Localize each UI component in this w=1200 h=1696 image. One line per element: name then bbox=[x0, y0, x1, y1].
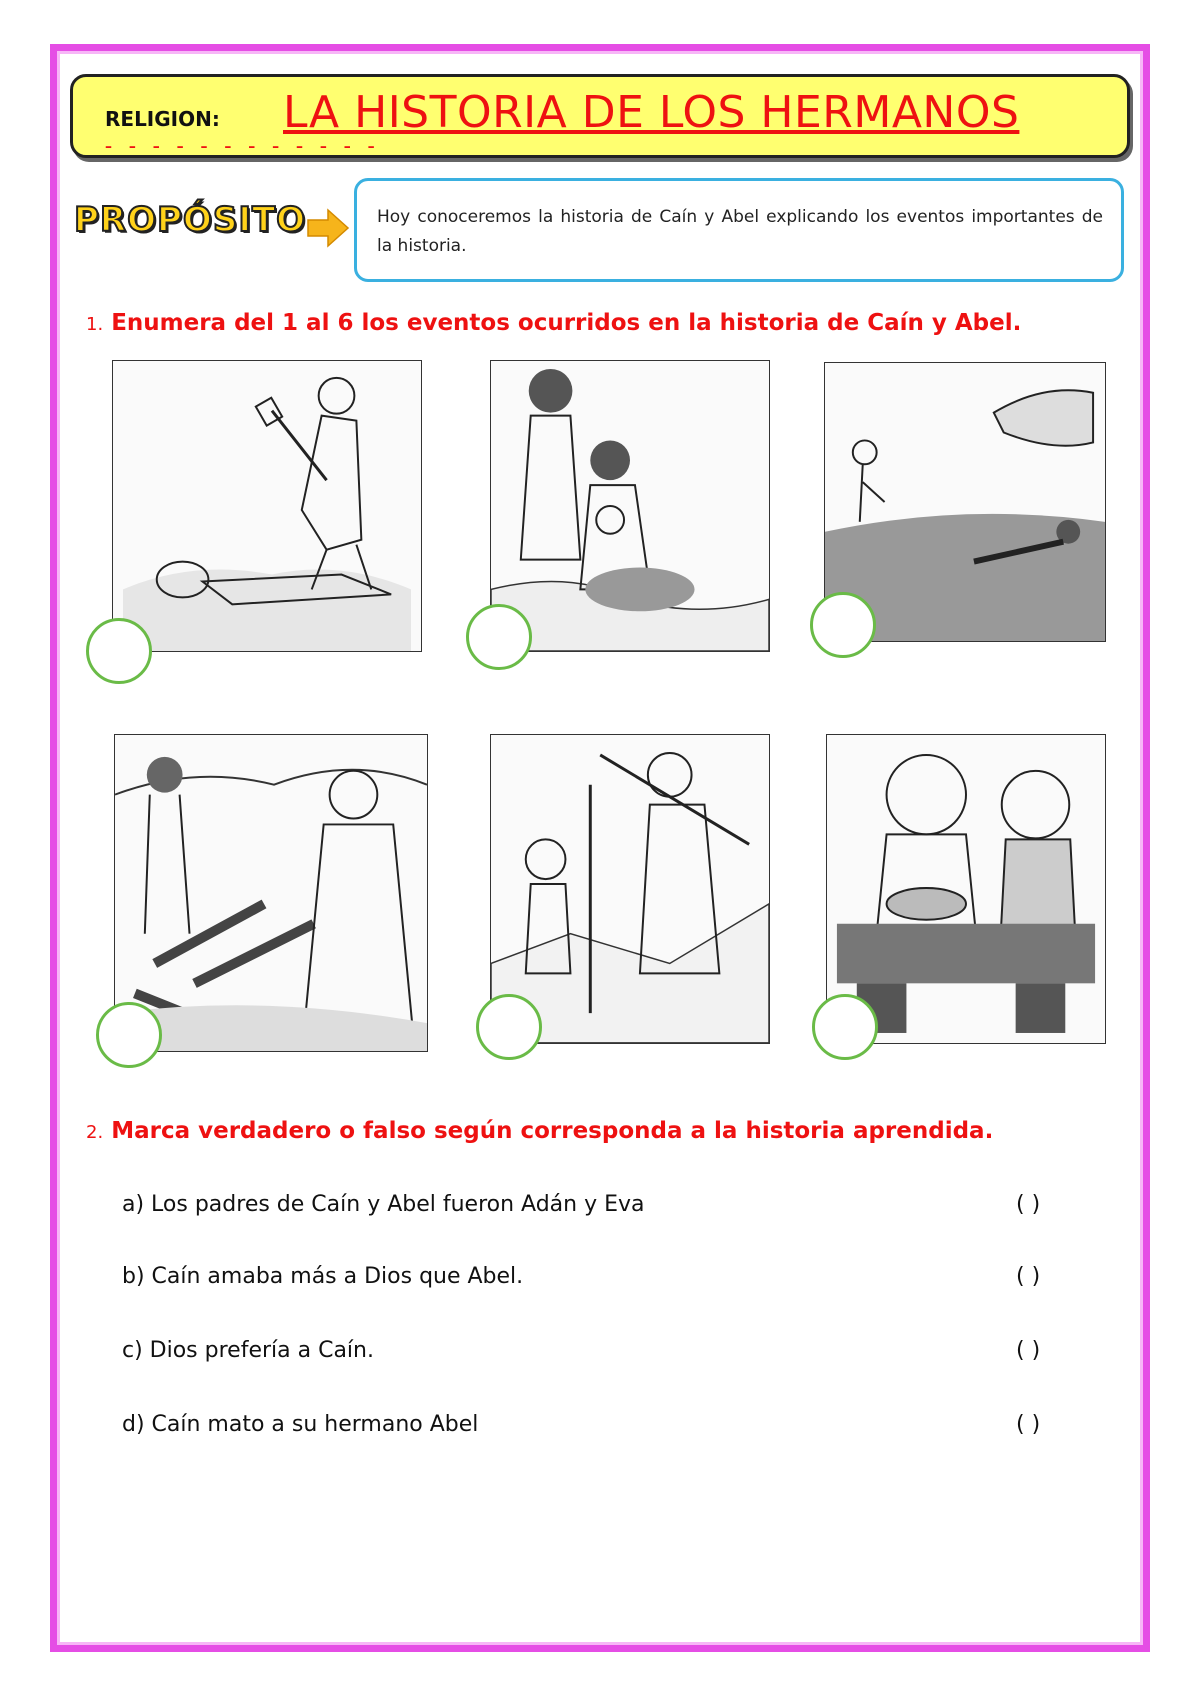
answer-blank-a[interactable]: ( ) bbox=[1016, 1192, 1041, 1217]
answer-blank-c[interactable]: ( ) bbox=[1016, 1338, 1041, 1363]
statement-b: b) Caín amaba más a Dios que Abel. bbox=[122, 1264, 524, 1289]
header-dashes: – – – – – – – – – – – – bbox=[105, 139, 381, 155]
image-shepherd-fence bbox=[115, 735, 427, 1051]
arrow-right-icon bbox=[306, 208, 350, 248]
question-1-text: Enumera del 1 al 6 los eventos ocurridos en la historia de Caín y Abel. bbox=[111, 310, 1022, 336]
number-circle-4[interactable] bbox=[96, 1002, 162, 1068]
question-1-number: 1. bbox=[86, 314, 104, 335]
story-image-5 bbox=[490, 734, 770, 1044]
story-image-2 bbox=[490, 360, 770, 652]
question-1-title bbox=[86, 310, 1021, 336]
statement-a: a) Los padres de Caín y Abel fueron Adán y Eva bbox=[122, 1192, 645, 1217]
image-brothers-walking bbox=[491, 735, 769, 1043]
purpose-text: Hoy conoceremos la historia de Caín y Abel explicando los eventos importantes de la historia. bbox=[377, 207, 1103, 256]
page-title: LA HISTORIA DE LOS HERMANOS bbox=[283, 87, 1020, 138]
statement-d: d) Caín mato a su hermano Abel bbox=[122, 1412, 479, 1437]
image-god-pointing bbox=[825, 363, 1105, 641]
number-circle-1[interactable] bbox=[86, 618, 152, 684]
statement-c: c) Dios prefería a Caín. bbox=[122, 1338, 374, 1363]
header-banner bbox=[70, 74, 1130, 158]
purpose-badge: PROPÓSITO bbox=[74, 200, 307, 240]
number-circle-2[interactable] bbox=[466, 604, 532, 670]
question-2-text: Marca verdadero o falso según corresponda a la historia aprendida. bbox=[111, 1118, 994, 1144]
answer-blank-b[interactable]: ( ) bbox=[1016, 1264, 1041, 1289]
question-2-number: 2. bbox=[86, 1122, 104, 1143]
image-abel-lying-cain-hoe bbox=[113, 361, 421, 651]
number-circle-6[interactable] bbox=[812, 994, 878, 1060]
number-circle-5[interactable] bbox=[476, 994, 542, 1060]
story-image-6 bbox=[826, 734, 1106, 1044]
purpose-text-box bbox=[354, 178, 1124, 282]
image-offering-altar bbox=[827, 735, 1105, 1043]
image-family-adam-eve bbox=[491, 361, 769, 651]
story-image-1 bbox=[112, 360, 422, 652]
number-circle-3[interactable] bbox=[810, 592, 876, 658]
subject-label: RELIGION: bbox=[105, 107, 220, 131]
question-2-title bbox=[86, 1118, 993, 1144]
answer-blank-d[interactable]: ( ) bbox=[1016, 1412, 1041, 1437]
story-image-4 bbox=[114, 734, 428, 1052]
story-image-3 bbox=[824, 362, 1106, 642]
